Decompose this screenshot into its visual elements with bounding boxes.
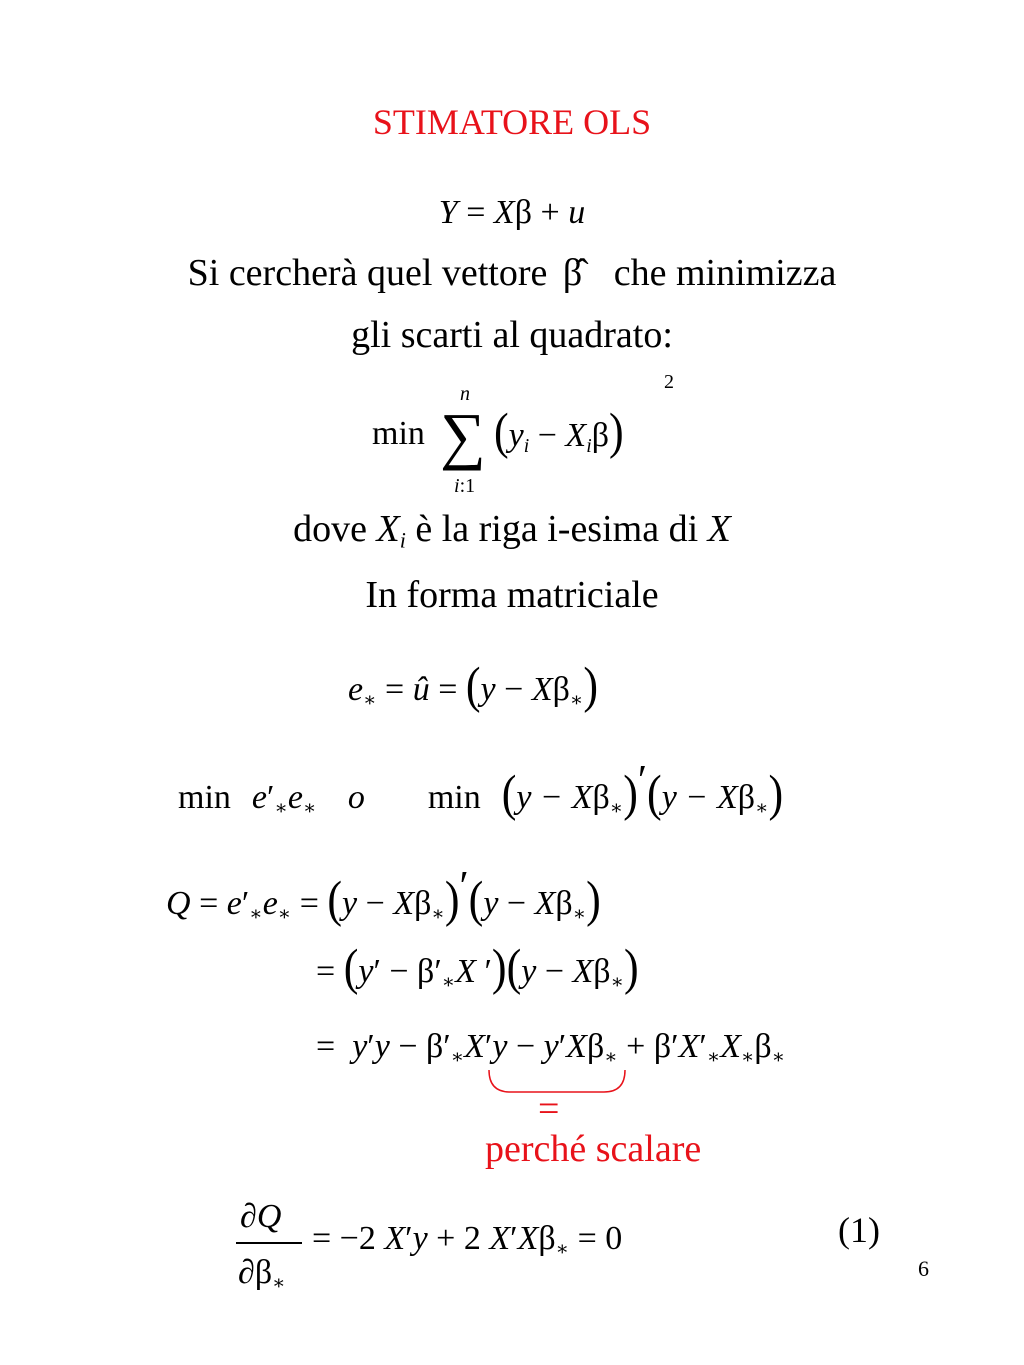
sum-sign: ∑ xyxy=(440,400,486,471)
beta-hat: β̂ xyxy=(562,252,583,294)
text-line-forma: In forma matriciale xyxy=(365,574,659,616)
sum-power: 2 xyxy=(664,371,674,393)
var-X: X xyxy=(493,194,515,231)
q-derivation-line-3: = $y'y - \beta'_∗X'y - y'X\beta_∗ + \beta'X'_∗X_∗\beta_∗$ xyxy=(316,1028,786,1068)
equation-number: (1) xyxy=(838,1210,880,1250)
slide-title: STIMATORE OLS xyxy=(372,102,652,142)
fraction-bar xyxy=(236,1242,302,1244)
min-objective-line: $\min e'_∗e_∗$ o $\min (y - X\beta_∗)'(y - X\beta_∗)$ xyxy=(178,758,784,822)
min-label: min xyxy=(372,415,425,452)
sum-body: $(y_i - X_i\beta)$ xyxy=(494,403,624,460)
text-line-vettore: Si cercherà quel vettore β̂ che minimizza xyxy=(187,252,837,294)
q-derivation-line-2: = ($y' - \beta'_∗X$ $')(y - X\beta_∗)$ xyxy=(316,939,639,996)
model-equation: Y = Xβ + u xyxy=(438,194,586,231)
annotation-equals: = xyxy=(538,1088,560,1130)
residual-equation: $e_∗$ = û = $(y - X\beta_∗)$ xyxy=(348,657,598,714)
deriv-denominator: $\partial\beta_∗$ xyxy=(238,1254,286,1294)
deriv-numerator: ∂Q xyxy=(240,1198,282,1235)
annotation-text: perché scalare xyxy=(485,1128,702,1170)
sum-lower: i:1 xyxy=(454,475,476,497)
var-Y: Y xyxy=(438,194,458,231)
q-derivation-line-1: $Q = e'_∗e_∗ = (y - X\beta_∗)'(y - X\beta_∗)$ xyxy=(166,864,601,928)
sum-upper: n xyxy=(460,383,470,405)
page-number: 6 xyxy=(918,1256,929,1281)
text-line-dove: dove $X_i$ è la riga i-esima di X xyxy=(293,508,731,553)
var-u: u xyxy=(568,194,586,231)
deriv-rhs: = −2 X′y + 2 $X'X\beta_∗ = 0$ xyxy=(312,1220,623,1260)
text-line-scarti: gli scarti al quadrato: xyxy=(351,314,673,356)
